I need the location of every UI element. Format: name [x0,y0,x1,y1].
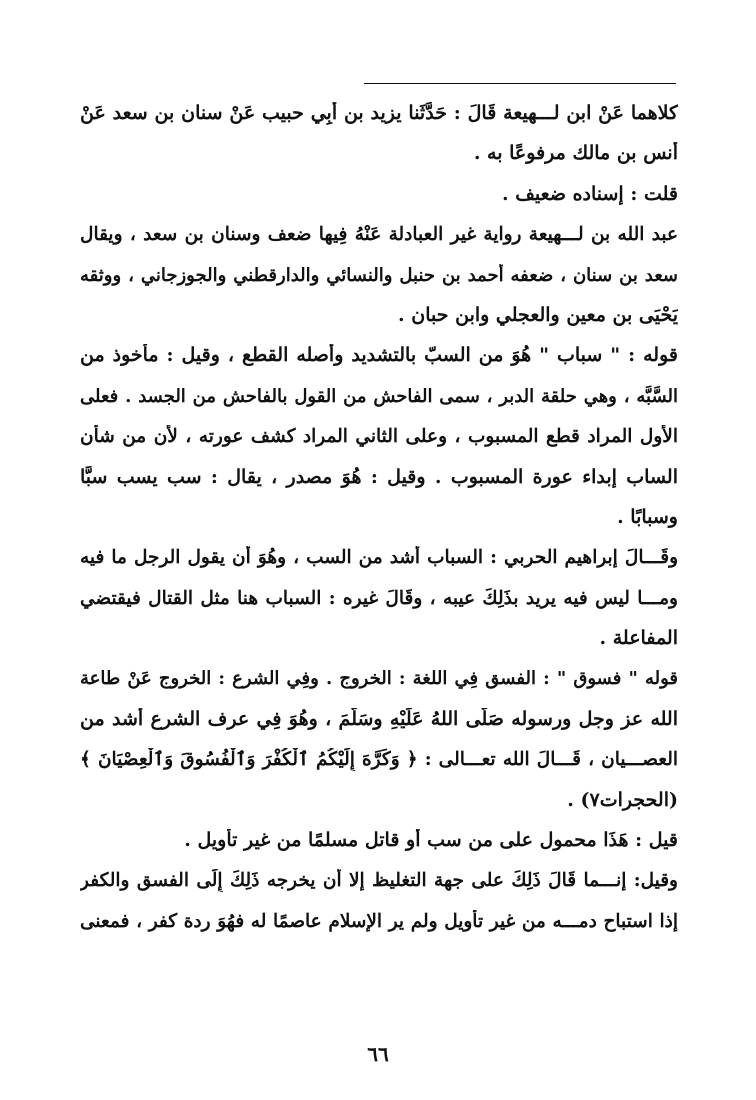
text-line: أنس بن مالك مرفوعًا به . [473,142,678,165]
text-line: الله عز وجل ورسوله صَلَّى اللهُ عَلَيْهِ وسَلَّمَ ، وهُوَ فِي عرف الشرع أشد من [80,707,678,730]
text-line: السَّبَّه ، وهي حلقة الدبر ، سمى الفاحش من القول بالفاحش من الجسد . فعلى [80,385,678,407]
text-line: وقيل: إنـــما قَالَ ذَلِكَ على جهة التغليظ إلا أن يخرجه ذَلِكَ إِلَى الفسق والكفر [80,870,678,892]
text-line: قوله " فسوق " : الفسق فِي اللغة : الخروج . وفِي الشرع : الخروج عَنْ طاعة [80,668,678,690]
text-line: يَحْيَى بن معين والعجلي وابن حبان . [398,303,678,326]
text-line: الساب إبداء عورة المسبوب . وقيل : هُوَ مصدر ، يقال : سب يسب سبًّا [80,465,678,488]
text-line: (الحجرات٧) . [567,788,678,811]
text-line: وسبابًا . [617,505,678,528]
text-line: قلت : إسناده ضعيف . [502,182,678,205]
text-line: قوله : " سباب " هُوَ من السبّ بالتشديد وأصله القطع ، وقيل : مأخوذ من [80,344,678,367]
page-number: ٦٦ [367,1042,389,1066]
footnote-separator-rule [364,83,676,84]
text-line: المفاعلة . [599,627,678,650]
text-line: ومـــا ليس فيه يريد بذَلِكَ عيبه ، وقَالَ غيره : السباب هنا مثل القتال فيقتضي [80,587,678,609]
text-line: كلاهما عَنْ ابن لـــهيعة قَالَ : حَدَّثَنا يزيد بن أَبِي حبيب عَنْ سنان بن سعد عَنْ [80,102,678,124]
text-line: إذا استباح دمـــه من غير تأويل ولم ير الإسلام عاصمًا له فهُوَ ردة كفر ، فمعنى [80,910,678,932]
text-line: الأول المراد قطع المسبوب ، وعلى الثاني المراد كشف عورته ، لأن من شأن [80,426,678,448]
text-line: وقَـــالَ إبراهيم الحربي : السباب أشد من السب ، وهُوَ أن يقول الرجل ما فيه [80,547,678,569]
text-line: سعد بن سنان ، ضعفه أحمد بن حنبل والنسائي والدارقطني والجوزجاني ، ووثقه [80,264,678,286]
text-line: قيل : هَذَا محمول على من سب أو قاتل مسلمًا من غير تأويل . [184,829,678,852]
text-body [80,102,678,950]
text-line: العصـــيان ، قَـــالَ الله تعـــالى : ﴿ وَكَرَّهَ إِلَيْكُمُ ٱلْكُفْرَ وَٱلْفُسُوقَ وَٱلْعِصْيَانَ ﴾ [80,749,678,771]
text-line: عبد الله بن لـــهيعة رواية غير العبادلة عَنْهُ فِيها ضعف وسنان بن سعد ، ويقال [80,224,678,246]
